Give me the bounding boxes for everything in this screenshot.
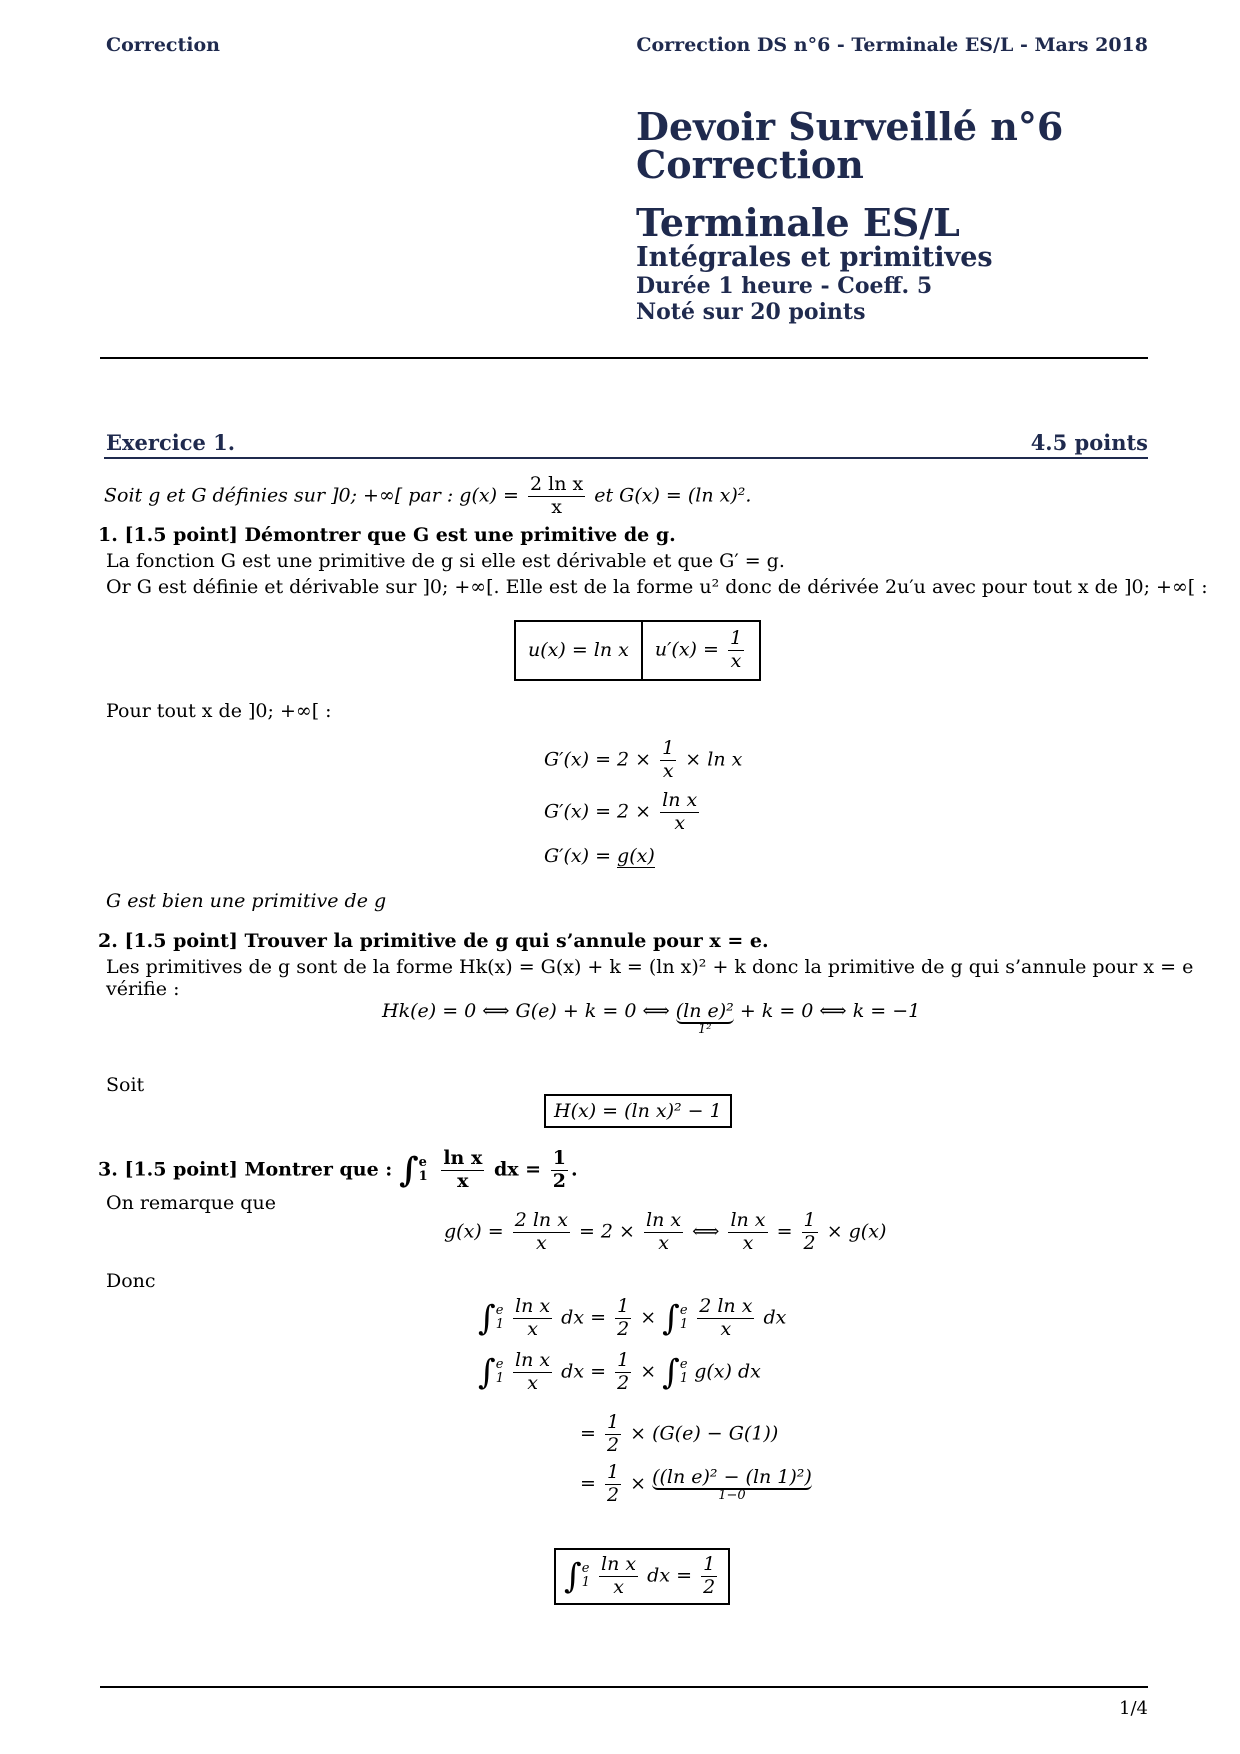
l4-half (605, 1462, 621, 1507)
l1-num2: 2 ln x (699, 1295, 753, 1317)
l2-half-den: 2 (617, 1371, 630, 1394)
l2-upper: e (495, 1357, 504, 1373)
l4-brace-content: ((ln e)² − (ln 1)²) (652, 1465, 812, 1488)
fin-bounds (582, 1562, 590, 1591)
l2-lower: 1 (495, 1371, 504, 1387)
cell-uprime-den: x (730, 649, 742, 672)
q3-line-4 (580, 1462, 812, 1507)
q3-r-d: = (776, 1220, 793, 1243)
q3-r-b: = 2 × (578, 1220, 635, 1243)
question-2-label: 2. [1.5 point] Trouver la primitive de g qui s’annule pour x = e. (98, 930, 769, 952)
intro-fraction (528, 474, 585, 519)
l1-int2: ∫ (662, 1298, 680, 1339)
question-3-label (98, 1148, 578, 1193)
q2-brace-under: 1² (698, 1022, 712, 1037)
l1-bounds2 (680, 1304, 688, 1333)
fin-lower: 1 (581, 1575, 590, 1591)
q2-eq-a: Hk(e) = 0 ⟺ G(e) + k = 0 ⟺ (382, 1000, 670, 1022)
q1-eq2-a: G′(x) = 2 × (544, 800, 652, 823)
q3-r-frac2 (644, 1210, 683, 1255)
q3-line-1 (478, 1296, 786, 1341)
q3-label-a: 3. [1.5 point] Montrer que : (98, 1158, 393, 1181)
q3-label-res-num: 1 (552, 1147, 566, 1169)
l2-int: ∫ (478, 1352, 496, 1393)
q1-eq1-den: x (662, 759, 674, 782)
doc-subtitle: Correction (636, 142, 864, 187)
q1-conclusion: G est bien une primitive de g (106, 890, 387, 912)
cell-uprime-num: 1 (729, 627, 743, 649)
fin-num: ln x (601, 1553, 637, 1575)
l1-lower2: 1 (679, 1317, 689, 1333)
q1-pour-tout: Pour tout x de ]0; +∞[ : (106, 700, 332, 722)
running-header-right: Correction DS n°6 - Terminale ES/L - Mars 2018 (636, 34, 1148, 56)
fin-int: ∫ (564, 1556, 582, 1597)
q3-donc: Donc (106, 1270, 156, 1292)
q1-eq1-fraction (660, 738, 676, 783)
l2-half-num: 1 (617, 1349, 630, 1371)
exercise-intro (104, 474, 751, 519)
doc-class: Terminale ES/L (636, 200, 960, 245)
q3-remark: On remarque que (106, 1192, 276, 1214)
page-number: 1/4 (1119, 1698, 1148, 1719)
fin-upper: e (581, 1561, 590, 1577)
running-header-left: Correction (106, 34, 220, 56)
l1-half-den: 2 (617, 1317, 630, 1340)
footer-rule (100, 1686, 1148, 1688)
fin-frac (599, 1554, 638, 1599)
l2-bounds2 (680, 1358, 688, 1387)
l1-frac2 (697, 1296, 754, 1341)
question-1-label: 1. [1.5 point] Démontrer que G est une primitive de g. (98, 524, 676, 546)
l4-eq: = (580, 1472, 596, 1495)
l2-half (615, 1350, 631, 1395)
exercise-header (106, 430, 1148, 455)
l4-brace-under: 1−0 (718, 1487, 746, 1503)
table-cell-u: u(x) = ln x (515, 621, 642, 680)
q1-eq-2 (544, 790, 702, 835)
l1-den2: x (720, 1317, 732, 1340)
q3-r-frac3 (728, 1210, 767, 1255)
q1-eq2-fraction (660, 790, 699, 835)
q2-eq-b: + k = 0 ⟺ k = −1 (739, 1000, 921, 1022)
l2-gx: g(x) dx (694, 1360, 761, 1383)
l2-bounds (496, 1358, 504, 1387)
l1-upper: e (495, 1303, 504, 1319)
l1-num: ln x (515, 1295, 551, 1317)
q1-eq1-a: G′(x) = 2 × (544, 748, 652, 771)
q3-bounds (419, 1156, 428, 1185)
l3-half-num: 1 (606, 1411, 620, 1433)
q2-line-1: Les primitives de g sont de la forme Hk(x) = G(x) + k = (ln x)² + k donc la primitive de g qui s’annule pour x = e vérifie : (106, 956, 1194, 1000)
q3-relation (444, 1210, 886, 1255)
q3-label-fraction (441, 1148, 484, 1193)
cell-uprime-text: u′(x) = (654, 638, 719, 661)
q2-result: H(x) = (ln x)² − 1 (544, 1094, 732, 1128)
q1-eq-1 (544, 738, 742, 783)
q1-line-2: Or G est définie et dérivable sur ]0; +∞[. Elle est de la forme u² donc de dérivée 2u′u avec pour tout x de ]0; +∞[ : (106, 576, 1208, 598)
doc-topic: Intégrales et primitives (636, 242, 993, 273)
q3-line-2 (478, 1350, 761, 1395)
l1-den: x (527, 1317, 538, 1340)
q3-r-c: ⟺ (692, 1220, 720, 1243)
q3-label-dot: . (570, 1158, 578, 1181)
l1-upper2: e (679, 1303, 688, 1319)
intro-den: x (551, 495, 562, 518)
q3-final-box (554, 1548, 730, 1605)
title-rule (100, 357, 1148, 359)
q2-soit: Soit (106, 1074, 145, 1096)
q3-label-den: x (457, 1169, 469, 1192)
q1-eq-3 (544, 845, 655, 868)
l1-lower: 1 (495, 1317, 504, 1333)
l4-brace (652, 1466, 812, 1503)
intro-text-b: et G(x) = (ln x)². (594, 484, 752, 507)
q1-eq2-num: ln x (662, 789, 698, 811)
doc-score: Noté sur 20 points (636, 299, 866, 325)
fin-half-den: 2 (703, 1575, 716, 1598)
doc-title: Devoir Surveillé n°6 (636, 104, 1064, 149)
table-cell-uprime (642, 621, 760, 680)
l1-dx: dx = (561, 1306, 607, 1329)
l1-frac (513, 1296, 552, 1341)
l3-half-den: 2 (606, 1433, 620, 1456)
intro-text-a: Soit g et G définies sur ]0; +∞[ par : g(x) = (104, 484, 519, 507)
cell-uprime-fraction (728, 628, 744, 673)
exercise-title: Exercice 1. (106, 430, 236, 455)
q3-r-e: × g(x) (826, 1220, 887, 1243)
q3-label-res (551, 1148, 568, 1193)
q2-equation (382, 1000, 920, 1037)
l2-upper2: e (679, 1357, 688, 1373)
q3-r-den3: x (742, 1231, 754, 1254)
l4-half-num: 1 (606, 1461, 620, 1483)
l2-num: ln x (515, 1349, 551, 1371)
q3-lower: 1 (418, 1169, 428, 1185)
l2-frac (513, 1350, 552, 1395)
q1-eq3-b: g(x) (617, 845, 655, 867)
q2-brace (676, 1000, 734, 1037)
l1-half-num: 1 (617, 1295, 630, 1317)
q3-line-3 (580, 1412, 778, 1457)
exercise-points: 4.5 points (1030, 430, 1148, 455)
l2-int2: ∫ (662, 1352, 680, 1393)
l2-dx: dx = (561, 1360, 607, 1383)
intro-num: 2 ln x (530, 473, 584, 495)
l2-times: × (640, 1360, 657, 1383)
l1-bounds (496, 1304, 504, 1333)
q3-r-den4: 2 (803, 1231, 816, 1254)
q1-eq3-a: G′(x) = (544, 845, 611, 867)
q3-label-b: dx = (493, 1158, 542, 1181)
q1-table (514, 620, 761, 681)
q3-r-num3: ln x (730, 1209, 766, 1231)
fin-half-num: 1 (703, 1553, 716, 1575)
fin-den: x (613, 1575, 624, 1598)
fin-half (701, 1554, 717, 1599)
l3-eq: = (580, 1422, 596, 1445)
l1-half (615, 1296, 631, 1341)
q3-label-num: ln x (443, 1147, 483, 1169)
q1-eq2-den: x (674, 811, 686, 834)
l1-times: × (640, 1306, 657, 1329)
title-block (636, 104, 1064, 325)
l3-half (605, 1412, 621, 1457)
l4-times: × (630, 1472, 647, 1495)
exercise-underline (104, 457, 1148, 459)
q3-r-den1: x (535, 1231, 547, 1254)
q3-label-res-den: 2 (552, 1169, 566, 1192)
fin-dx: dx = (647, 1564, 693, 1587)
q3-r-num2: ln x (646, 1209, 682, 1231)
q3-r-frac4 (802, 1210, 818, 1255)
q1-line-1: La fonction G est une primitive de g si elle est dérivable et que G′ = g. (106, 550, 785, 572)
l4-half-den: 2 (606, 1483, 620, 1506)
q1-eq1-num: 1 (662, 737, 675, 759)
q3-r-num4: 1 (803, 1209, 816, 1231)
q3-r-frac1 (513, 1210, 570, 1255)
l2-den: x (527, 1371, 538, 1394)
q3-final (554, 1548, 730, 1605)
q3-upper: e (418, 1155, 427, 1171)
l3-diff: × (G(e) − G(1)) (630, 1422, 779, 1445)
q3-r-num1: 2 ln x (514, 1209, 568, 1231)
q1-eq1-b: × ln x (685, 748, 743, 771)
l2-lower2: 1 (679, 1371, 689, 1387)
q3-integral-sign: ∫ (398, 1150, 419, 1191)
q2-result-box (544, 1094, 732, 1128)
doc-duration: Durée 1 heure - Coeff. 5 (636, 273, 933, 299)
l1-int: ∫ (478, 1298, 496, 1339)
q3-r-a: g(x) = (444, 1220, 504, 1243)
q2-brace-content: (ln e)² (675, 1000, 734, 1022)
q3-r-den2: x (658, 1231, 669, 1254)
l1-dx2: dx (763, 1306, 787, 1329)
